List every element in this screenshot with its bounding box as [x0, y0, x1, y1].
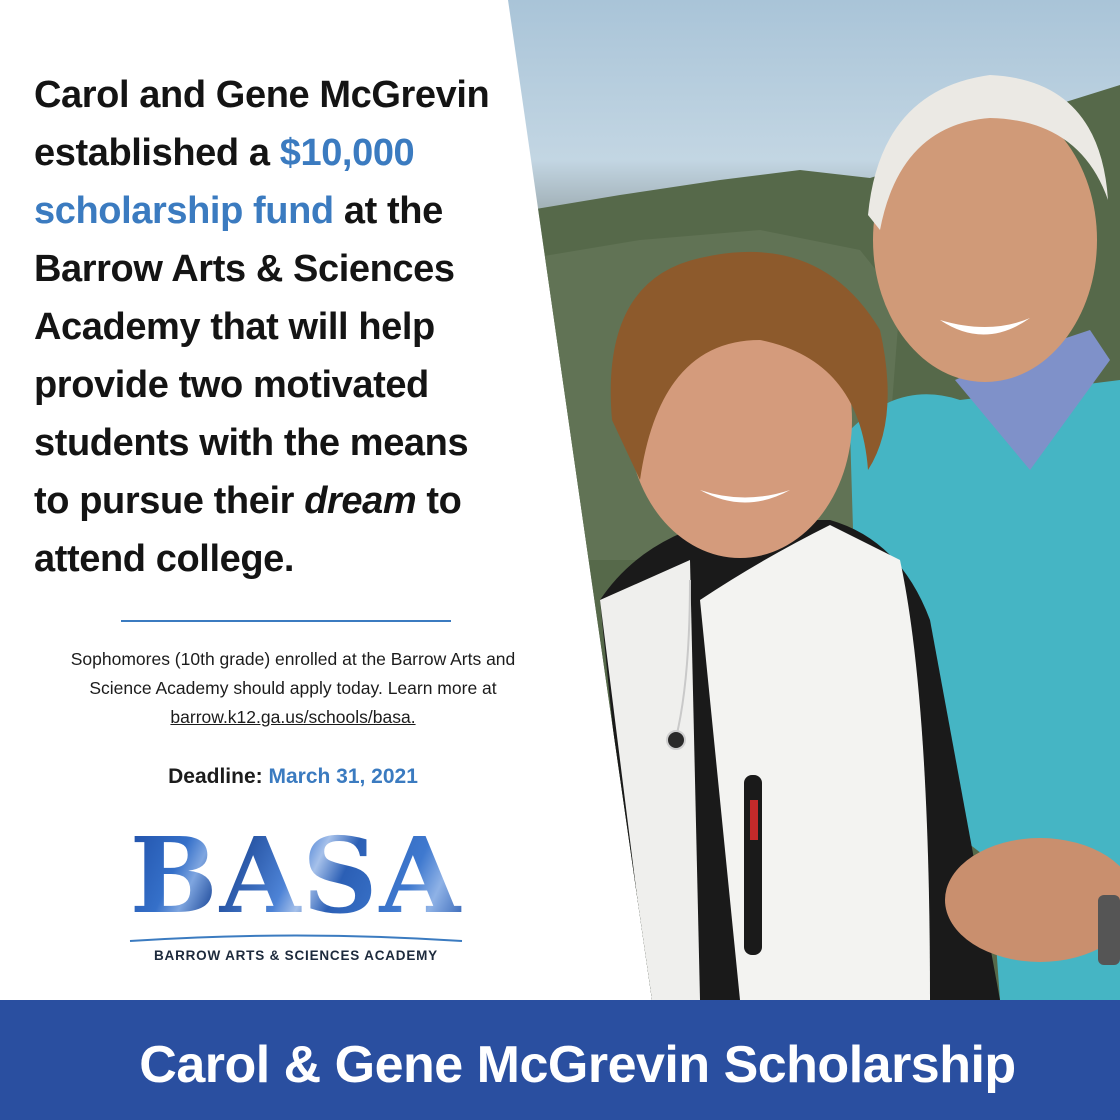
wristwatch [1098, 895, 1120, 965]
title-banner [0, 1000, 1120, 1120]
info-text: Sophomores (10th grade) enrolled at the Barrow Arts and Science Academy should apply today. Learn more at [70, 649, 516, 698]
divider [121, 620, 451, 622]
deadline-date: March 31, 2021 [268, 765, 418, 788]
deadline-label: Deadline: [168, 765, 263, 788]
headline-part-3: to attend college. [34, 480, 462, 580]
basa-logo [126, 814, 466, 970]
woman-vest-left [600, 560, 700, 1000]
headline-highlight: $10,000 scholarship fund [34, 132, 415, 232]
logo-wordmark: BASA [126, 822, 466, 930]
banner-title: Carol & Gene McGrevin Scholarship [139, 1036, 1016, 1094]
deadline [40, 760, 546, 794]
headline-emphasis: dream [304, 480, 417, 522]
logo-subtitle: BARROW ARTS & SCIENCES ACADEMY [153, 948, 438, 963]
woman-vest [700, 525, 930, 1000]
zipper-pull [750, 800, 758, 840]
headline [34, 66, 504, 588]
info-paragraph [40, 645, 546, 732]
info-link[interactable]: barrow.k12.ga.us/schools/basa. [170, 707, 416, 727]
headline-part-1: Carol and Gene McGrevin established a [34, 74, 490, 174]
headline-part-2: at the Barrow Arts & Sciences Academy that will help provide two motivated students with the means to pursue their [34, 190, 469, 522]
logo-swoosh-icon [128, 932, 464, 944]
necklace-pendant [667, 731, 685, 749]
